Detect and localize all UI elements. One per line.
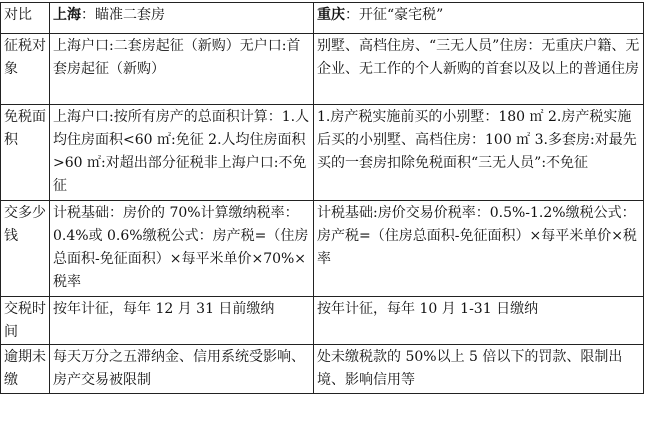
header-shanghai-cell: [50, 3, 314, 34]
table-row: [1, 105, 644, 201]
table-row: [1, 201, 644, 297]
chongqing-cell: 处未缴税款的 50%以上 5 倍以下的罚款、限制出境、影响信用等: [314, 345, 644, 394]
header-corner-cell: 对比: [1, 3, 50, 34]
shanghai-cell: 上海户口:二套房起征（新购）无户口:首套房起征（新购）: [50, 34, 314, 105]
header-shanghai-desc: ：瞄准二套房: [81, 7, 165, 23]
chongqing-cell: 1.房产税实施前买的小别墅：180 ㎡ 2.房产税实施后买的小别墅、高档住房：100 ㎡ 3.多套房:对最先买的一套房扣除免税面积“三无人员”:不免征: [314, 105, 644, 201]
header-chongqing-desc: ：开征“豪宅税”: [345, 7, 444, 23]
row-label: 征税对象: [1, 34, 50, 105]
chongqing-cell: 别墅、高档住房、“三无人员”住房：无重庆户籍、无企业、无工作的个人新购的首套以及以上的普通住房: [314, 34, 644, 105]
shanghai-cell: 上海户口:按所有房产的总面积计算：1.人均住房面积<60 ㎡:免征 2.人均住房面积>60 ㎡:对超出部分征税非上海户口:不免征: [50, 105, 314, 201]
chongqing-cell: 按年计征，每年 10 月 1-31 日缴纳: [314, 297, 644, 345]
row-label: 交税时间: [1, 297, 50, 345]
shanghai-cell: 按年计征，每年 12 月 31 日前缴纳: [50, 297, 314, 345]
header-shanghai-city: 上海: [53, 7, 81, 23]
header-chongqing-cell: [314, 3, 644, 34]
table-row: [1, 297, 644, 345]
table-row: [1, 345, 644, 394]
shanghai-cell: 每天万分之五滞纳金、信用系统受影响、房产交易被限制: [50, 345, 314, 394]
row-label: 逾期未缴: [1, 345, 50, 394]
header-chongqing-city: 重庆: [317, 7, 345, 23]
comparison-table: [0, 2, 644, 394]
table-header-row: [1, 3, 644, 34]
table-row: [1, 34, 644, 105]
shanghai-cell: 计税基础：房价的 70%计算缴纳税率：0.4%或 0.6%缴税公式：房产税=（住房总面积-免征面积）×每平米单价×70%×税率: [50, 201, 314, 297]
chongqing-cell: 计税基础:房价交易价税率：0.5%-1.2%缴税公式：房产税=（住房总面积-免征面积）×每平米单价×税率: [314, 201, 644, 297]
row-label: 免税面积: [1, 105, 50, 201]
row-label: 交多少钱: [1, 201, 50, 297]
